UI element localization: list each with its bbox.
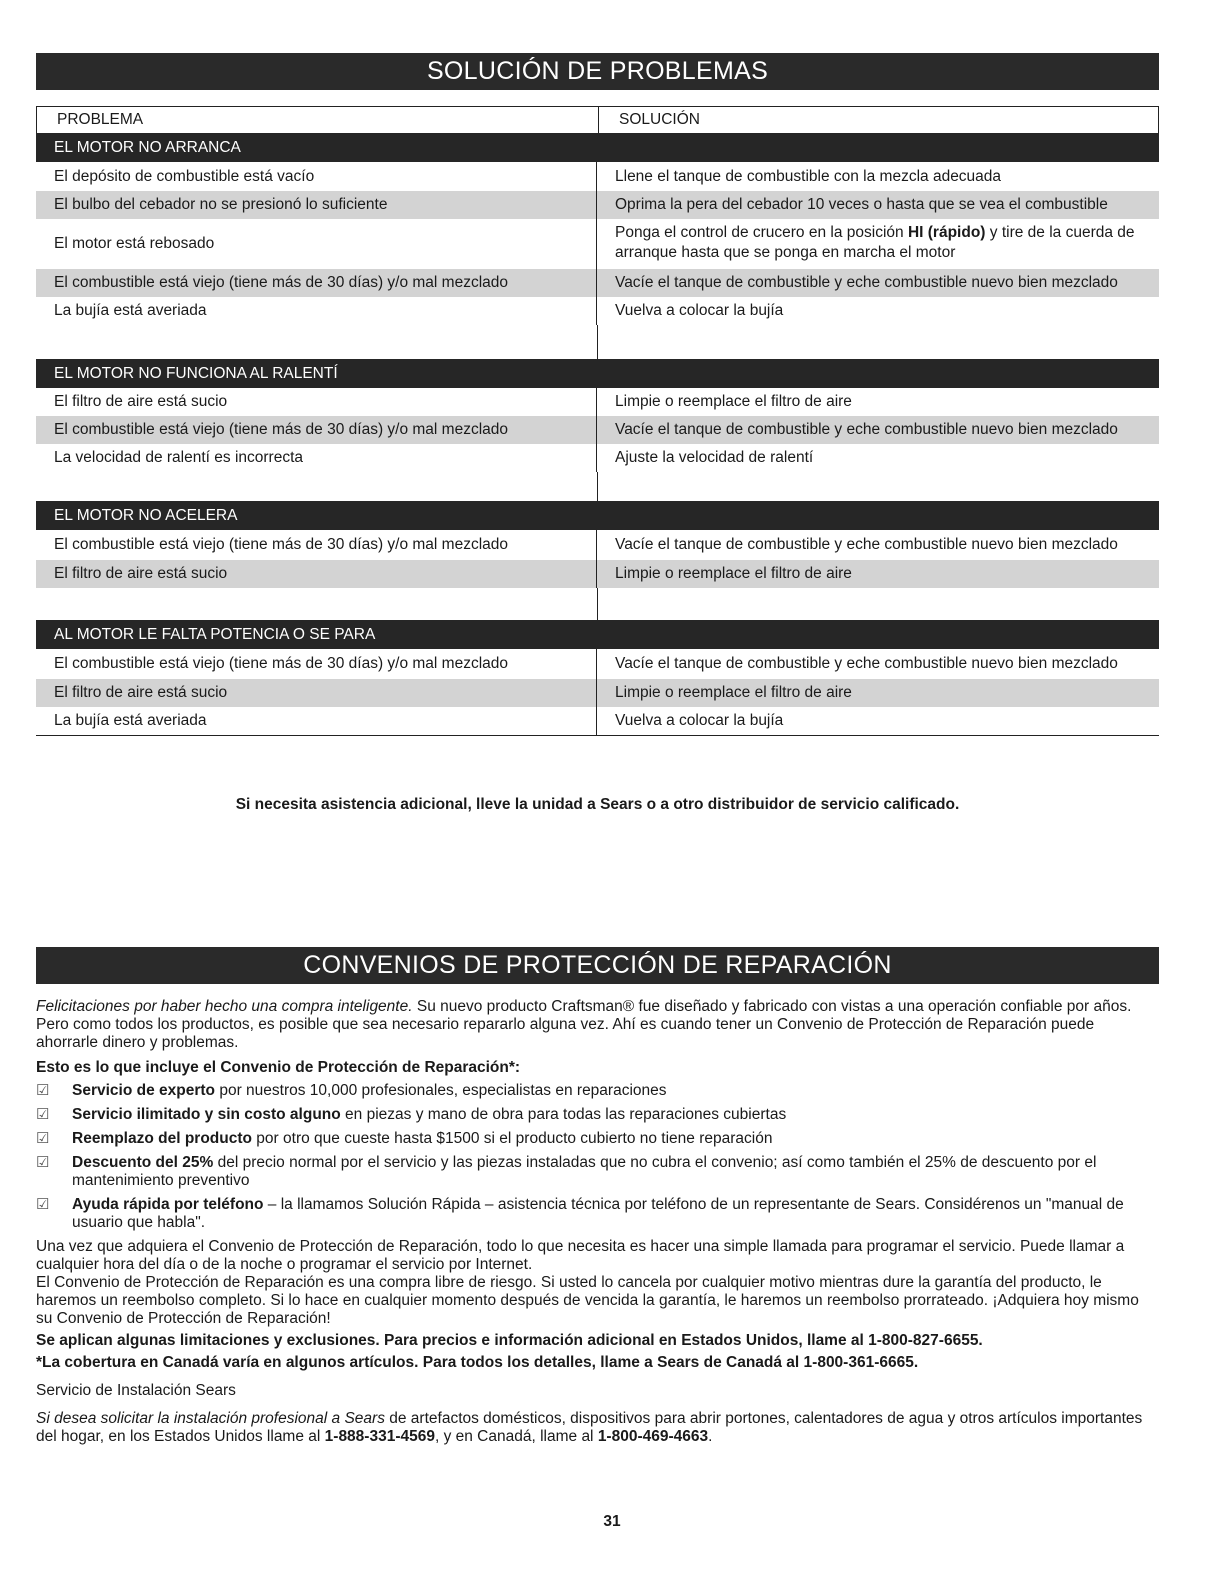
solution-cell: Ponga el control de crucero en la posición HI (rápido) y tire de la cuerda de arranque hasta que se ponga en marcha el motor [615, 224, 1135, 261]
problem-cell: El combustible está viejo (tiene más de 30 días) y/o mal mezclado [36, 269, 597, 297]
limitations-line: Se aplican algunas limitaciones y exclusiones. Para precios e información adicional en Estados Unidos, llame al 1-800-827-6655. [36, 1332, 983, 1349]
solution-cell: Limpie o reemplace el filtro de aire [615, 684, 852, 701]
intro-paragraph: Felicitaciones por haber hecho una compra inteligente. Su nuevo producto Craftsman® fue diseñado y fabricado con vistas a una operación confiable por años. Pero como todos los productos, es posible que sea necesario repararlo alguna vez. Ahí es cuando tener un Convenio de Protección de Reparación puede ahorrarle dinero y problemas. [36, 998, 1132, 1051]
table-row [36, 388, 1159, 416]
problem-cell: El combustible está viejo (tiene más de 30 días) y/o mal mezclado [36, 530, 597, 560]
problem-cell: El filtro de aire está sucio [36, 679, 597, 707]
problem-cell: El combustible está viejo (tiene más de 30 días) y/o mal mezclado [36, 649, 597, 679]
problem-cell: El combustible está viejo (tiene más de 30 días) y/o mal mezclado [36, 416, 597, 444]
problem-cell: El filtro de aire está sucio [36, 560, 597, 588]
table-row [36, 162, 1159, 191]
includes-heading: Esto es lo que incluye el Convenio de Protección de Reparación*: [36, 1059, 521, 1076]
installation-paragraph: Si desea solicitar la instalación profesional a Sears de artefactos domésticos, dispositivos para abrir portones, calentadores de agua y otros artículos importantes del hogar, en los Estados Unidos llame al 1-888-331-4569, y en Canadá, llame al 1-800-469-4663. [36, 1410, 1143, 1445]
list-item: ☑ Ayuda rápida por teléfono – la llamamos Solución Rápida – asistencia técnica por teléfono de un representante de Sears. Considérenos un "manual de usuario que habla". [36, 1196, 1124, 1231]
risk-free-paragraph: El Convenio de Protección de Reparación es una compra libre de riesgo. Si usted lo cancela por cualquier motivo mientras dure la garantía del producto, le haremos un reembolso completo. Si lo hace en cualquier momento después de vencida la garantía, le haremos un reembolso prorrateado. ¡Adquiera hoy mismo su Convenio de Protección de Reparación! [36, 1274, 1139, 1327]
problem-cell: El bulbo del cebador no se presionó lo suficiente [36, 191, 597, 219]
table-row [36, 219, 1159, 269]
troubleshooting-banner: SOLUCIÓN DE PROBLEMAS [36, 53, 1159, 90]
table-header [36, 106, 1159, 133]
troubleshooting-table [36, 106, 1159, 736]
table-row [36, 560, 1159, 588]
assistance-note: Si necesita asistencia adicional, lleve la unidad a Sears o a otro distribuidor de servicio calificado. [235, 796, 960, 813]
solution-cell: Vuelva a colocar la bujía [615, 302, 784, 319]
checkbox-icon: ☑ [36, 1082, 50, 1099]
table-row [36, 416, 1159, 444]
list-item: ☑ Servicio ilimitado y sin costo alguno en piezas y mano de obra para todas las reparaciones cubiertas [36, 1106, 787, 1123]
checkbox-icon: ☑ [36, 1106, 50, 1123]
solution-cell: Oprima la pera del cebador 10 veces o hasta que se vea el combustible [615, 196, 1108, 213]
checkbox-icon: ☑ [36, 1196, 50, 1213]
section-title: EL MOTOR NO ARRANCA [36, 133, 1159, 162]
solution-cell: Vacíe el tanque de combustible y eche combustible nuevo bien mezclado [615, 536, 1118, 553]
solution-cell: Limpie o reemplace el filtro de aire [615, 565, 852, 582]
column-header-solution: SOLUCIÓN [619, 111, 700, 128]
section-spacer [36, 588, 1159, 620]
solution-cell: Vacíe el tanque de combustible y eche combustible nuevo bien mezclado [615, 421, 1118, 438]
table-bottom-rule [36, 735, 1159, 736]
table-row [36, 679, 1159, 707]
solution-cell: Vacíe el tanque de combustible y eche combustible nuevo bien mezclado [615, 655, 1118, 672]
solution-cell: Limpie o reemplace el filtro de aire [615, 393, 852, 410]
solution-cell: Vuelva a colocar la bujía [615, 712, 784, 729]
section-spacer [36, 325, 1159, 359]
table-row [36, 269, 1159, 297]
list-item: ☑ Descuento del 25% del precio normal por el servicio y las piezas instaladas que no cubra el convenio; así como también el 25% de descuento por el mantenimiento preventivo [36, 1154, 1097, 1189]
section-spacer [36, 472, 1159, 501]
checkbox-icon: ☑ [36, 1130, 50, 1147]
column-header-problem: PROBLEMA [37, 107, 599, 133]
section-title: EL MOTOR NO ACELERA [36, 501, 1159, 530]
section-title: EL MOTOR NO FUNCIONA AL RALENTÍ [36, 359, 1159, 388]
installation-heading: Servicio de Instalación Sears [36, 1382, 236, 1399]
repair-protection-banner: CONVENIOS DE PROTECCIÓN DE REPARACIÓN [36, 947, 1159, 984]
table-row [36, 530, 1159, 560]
solution-cell: Ajuste la velocidad de ralentí [615, 449, 814, 466]
list-item: ☑ Servicio de experto por nuestros 10,000 profesionales, especialistas en reparaciones [36, 1082, 667, 1099]
canada-coverage-line: *La cobertura en Canadá varía en algunos artículos. Para todos los detalles, llame a Sears de Canadá al 1-800-361-6665. [36, 1354, 919, 1371]
problem-cell: La bujía está averiada [36, 707, 597, 735]
checkbox-icon: ☑ [36, 1154, 50, 1171]
table-row [36, 297, 1159, 325]
solution-cell: Vacíe el tanque de combustible y eche combustible nuevo bien mezclado [615, 274, 1118, 291]
problem-cell: El depósito de combustible está vacío [36, 162, 597, 191]
table-row [36, 444, 1159, 472]
table-row [36, 707, 1159, 735]
section-title: AL MOTOR LE FALTA POTENCIA O SE PARA [36, 620, 1159, 649]
problem-cell: El filtro de aire está sucio [36, 388, 597, 416]
table-row [36, 649, 1159, 679]
problem-cell: El motor está rebosado [36, 219, 597, 269]
page-number: 31 [603, 1513, 621, 1530]
problem-cell: La bujía está averiada [36, 297, 597, 325]
problem-cell: La velocidad de ralentí es incorrecta [36, 444, 597, 472]
service-paragraph: Una vez que adquiera el Convenio de Protección de Reparación, todo lo que necesita es hacer una simple llamada para programar el servicio. Puede llamar a cualquier hora del día o de la noche o programar el servicio por Internet. [36, 1238, 1125, 1273]
list-item: ☑ Reemplazo del producto por otro que cueste hasta $1500 si el producto cubierto no tiene reparación [36, 1130, 773, 1147]
solution-cell: Llene el tanque de combustible con la mezcla adecuada [615, 167, 1002, 185]
benefits-list [36, 1082, 1159, 1232]
repair-protection-body [36, 998, 1159, 1446]
table-row [36, 191, 1159, 219]
